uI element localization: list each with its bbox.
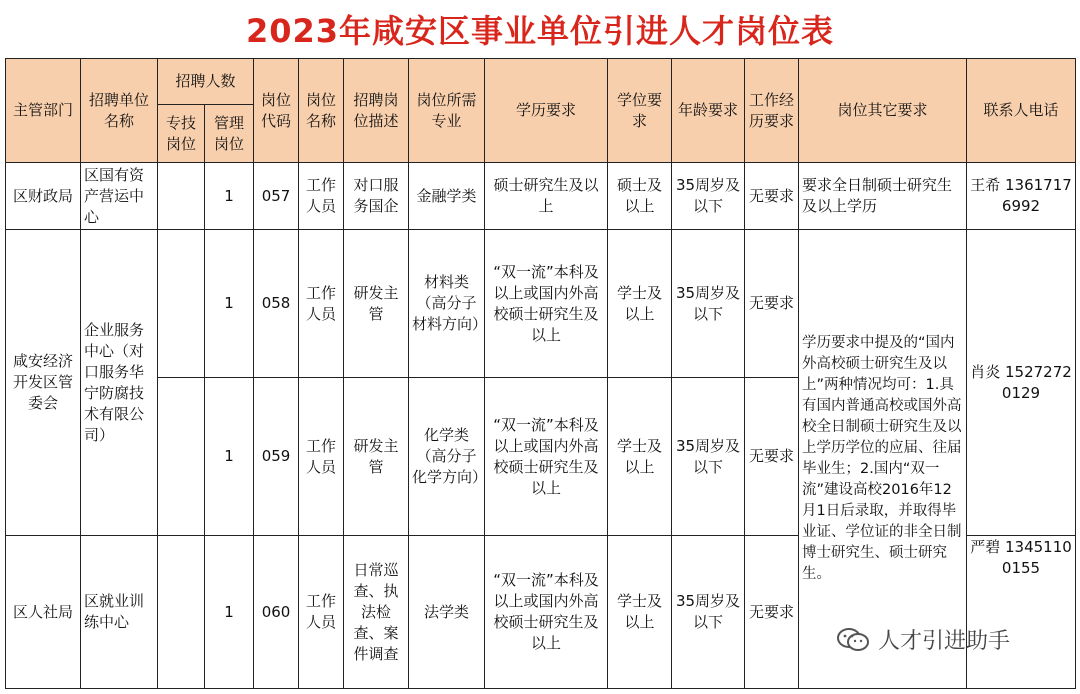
cell-post: 工作人员 <box>299 536 344 689</box>
cell-tech <box>158 378 205 536</box>
watermark <box>836 624 1010 655</box>
header-exp: 工作经历要求 <box>745 59 799 163</box>
cell-edu: “双一流”本科及以上或国内外高校硕士研究生及以上 <box>485 230 608 378</box>
header-code: 岗位代码 <box>254 59 299 163</box>
header-edu: 学历要求 <box>485 59 608 163</box>
cell-mgmt: 1 <box>205 536 254 689</box>
cell-unit: 区就业训练中心 <box>81 536 158 689</box>
cell-exp: 无要求 <box>745 378 799 536</box>
cell-edu: “双一流”本科及以上或国内外高校硕士研究生及以上 <box>485 378 608 536</box>
cell-code: 058 <box>254 230 299 378</box>
table-row <box>6 230 1076 378</box>
cell-contact: 肖炎 15272720129 <box>967 230 1076 536</box>
header-major: 岗位所需专业 <box>409 59 485 163</box>
cell-mgmt: 1 <box>205 163 254 230</box>
cell-major: 金融学类 <box>409 163 485 230</box>
cell-age: 35周岁及以下 <box>672 378 745 536</box>
cell-code: 059 <box>254 378 299 536</box>
cell-desc: 对口服务国企 <box>344 163 409 230</box>
cell-edu: “双一流”本科及以上或国内外高校硕士研究生及以上 <box>485 536 608 689</box>
cell-contact: 严碧 13451100155 <box>967 536 1076 689</box>
cell-exp: 无要求 <box>745 536 799 689</box>
cell-other: 要求全日制硕士研究生及以上学历 <box>799 163 967 230</box>
cell-post: 工作人员 <box>299 378 344 536</box>
cell-unit: 区国有资产营运中心 <box>81 163 158 230</box>
header-mgmt: 管理岗位 <box>205 105 254 163</box>
cell-dept: 区财政局 <box>6 163 81 230</box>
cell-post: 工作人员 <box>299 230 344 378</box>
cell-tech <box>158 163 205 230</box>
cell-other: 学历要求中提及的“国内外高校硕士研究生及以上”两种情况均可：1.具有国内普通高校或国外高校全日制硕士研究生及以上学历学位的应届、往届毕业生；2.国内“双一流”建设高校2016年12月1日后录取，并取得毕业证、学位证的非全日制博士研究生、硕士研究生。 <box>799 230 967 689</box>
cell-major: 法学类 <box>409 536 485 689</box>
cell-dept: 咸安经济开发区管委会 <box>6 230 81 536</box>
cell-age: 35周岁及以下 <box>672 163 745 230</box>
header-desc: 招聘岗位描述 <box>344 59 409 163</box>
cell-exp: 无要求 <box>745 163 799 230</box>
cell-mgmt: 1 <box>205 378 254 536</box>
cell-exp: 无要求 <box>745 230 799 378</box>
header-count: 招聘人数 <box>158 59 254 105</box>
wechat-icon <box>836 627 870 653</box>
cell-age: 35周岁及以下 <box>672 536 745 689</box>
cell-age: 35周岁及以下 <box>672 230 745 378</box>
cell-degree: 学士及以上 <box>608 378 672 536</box>
header-dept: 主管部门 <box>6 59 81 163</box>
cell-tech <box>158 536 205 689</box>
header-age: 年龄要求 <box>672 59 745 163</box>
page-title: 2023年咸安区事业单位引进人才岗位表 <box>245 12 835 50</box>
cell-tech <box>158 230 205 378</box>
cell-edu: 硕士研究生及以上 <box>485 163 608 230</box>
cell-contact: 王希 13617176992 <box>967 163 1076 230</box>
cell-desc: 研发主管 <box>344 230 409 378</box>
cell-code: 060 <box>254 536 299 689</box>
cell-unit: 企业服务中心（对口服务华宁防腐技术有限公司） <box>81 230 158 536</box>
watermark-text: 人才引进助手 <box>878 629 1011 654</box>
cell-desc: 研发主管 <box>344 378 409 536</box>
header-post: 岗位名称 <box>299 59 344 163</box>
cell-degree: 学士及以上 <box>608 230 672 378</box>
cell-post: 工作人员 <box>299 163 344 230</box>
cell-major: 化学类（高分子化学方向） <box>409 378 485 536</box>
job-table <box>5 58 1076 689</box>
cell-dept: 区人社局 <box>6 536 81 689</box>
cell-mgmt: 1 <box>205 230 254 378</box>
header-contact: 联系人电话 <box>967 59 1076 163</box>
header-other: 岗位其它要求 <box>799 59 967 163</box>
cell-code: 057 <box>254 163 299 230</box>
header-degree: 学位要求 <box>608 59 672 163</box>
header-unit: 招聘单位名称 <box>81 59 158 163</box>
cell-degree: 硕士及以上 <box>608 163 672 230</box>
cell-desc: 日常巡查、执法检查、案件调查 <box>344 536 409 689</box>
cell-major: 材料类（高分子材料方向） <box>409 230 485 378</box>
header-tech: 专技岗位 <box>158 105 205 163</box>
table-row <box>6 163 1076 230</box>
cell-degree: 学士及以上 <box>608 536 672 689</box>
